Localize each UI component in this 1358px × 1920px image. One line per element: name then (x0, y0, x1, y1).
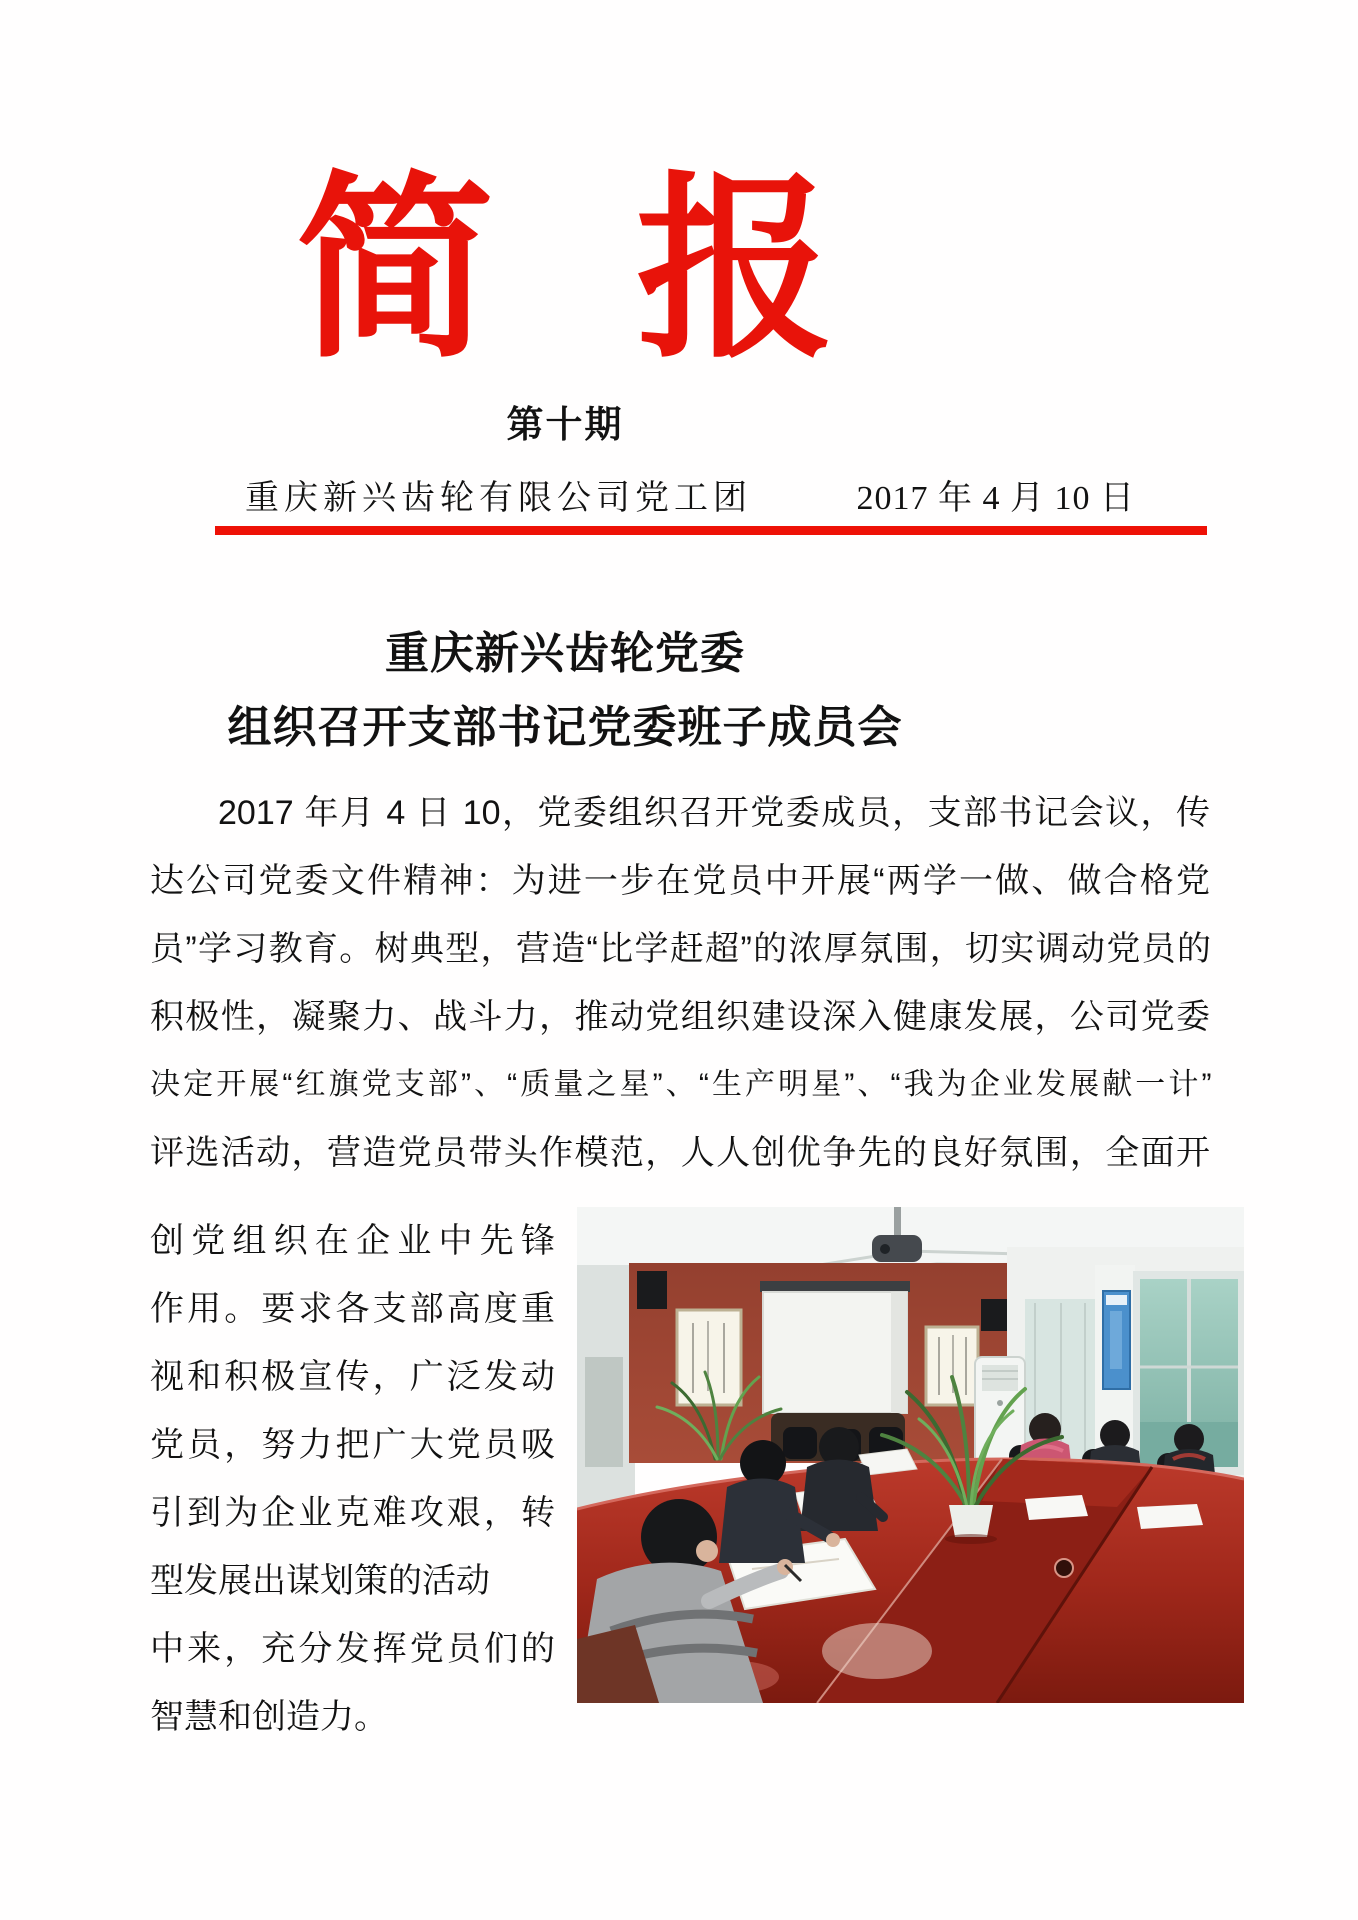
body-line: 积极性，凝聚力、战斗力，推动党组织建设深入健康发展，公司党委 (150, 998, 1210, 1036)
article-title (150, 617, 980, 765)
body-line: 作用。要求各支部高度重 (150, 1290, 555, 1328)
organization-name: 重庆新兴齿轮有限公司党工团 (245, 480, 752, 517)
body-paragraph (150, 779, 1210, 1187)
body-line: 视和积极宣传，广泛发动 (150, 1358, 555, 1396)
photo-projection-screen (760, 1281, 910, 1413)
body-line: 创党组织在企业中先锋 (150, 1222, 555, 1260)
photo-wall-poster (1103, 1291, 1130, 1389)
body-line: 2017 年月 4 日 10，党委组织召开党委成员，支部书记会议，传 (218, 794, 1210, 832)
masthead-title-char-1: 简 (296, 152, 494, 385)
body-line: 中来，充分发挥党员们的 (150, 1630, 555, 1668)
photo-calligraphy-frame-left (677, 1310, 741, 1405)
body-line: 员”学习教育。树典型，营造“比学赶超”的浓厚氛围，切实调动党员的 (150, 930, 1210, 968)
photo-left-wall (577, 1265, 635, 1515)
body-line: 引到为企业克难攻艰，转 (150, 1494, 555, 1532)
body-photo-section (150, 1207, 1358, 1751)
masthead-title-char-2: 报 (636, 152, 834, 385)
photo-speaker-right (981, 1299, 1007, 1331)
photo-calligraphy-frame-right (926, 1327, 978, 1405)
body-line: 党员，努力把广大党员吸 (150, 1426, 555, 1464)
article-title-line2: 组织召开支部书记党委班子成员会 (227, 703, 903, 752)
meeting-room-photo (577, 1207, 1244, 1703)
issue-number: 第十期 (506, 404, 624, 445)
body-line: 型发展出谋划策的活动 (150, 1562, 490, 1600)
issue-date: 2017 年 4 月 10 日 (856, 480, 1135, 517)
body-line: 智慧和创造力。 (150, 1698, 388, 1736)
masthead-title (150, 148, 980, 390)
article-title-line1: 重庆新兴齿轮党委 (385, 629, 745, 678)
masthead-info-row (245, 476, 1135, 522)
body-line: 评选活动，营造党员带头作模范，人人创优争先的良好氛围，全面开 (150, 1134, 1210, 1172)
body-line: 达公司党委文件精神：为进一步在党员中开展“两学一做、做合格党 (150, 862, 1210, 900)
body-line: 决定开展“红旗党支部”、“质量之星”、“生产明星”、“我为企业发展献一计” (150, 1068, 1210, 1101)
red-divider-rule (215, 526, 1207, 535)
wrapped-text-column (150, 1207, 555, 1751)
photo-speaker-left (637, 1271, 667, 1309)
